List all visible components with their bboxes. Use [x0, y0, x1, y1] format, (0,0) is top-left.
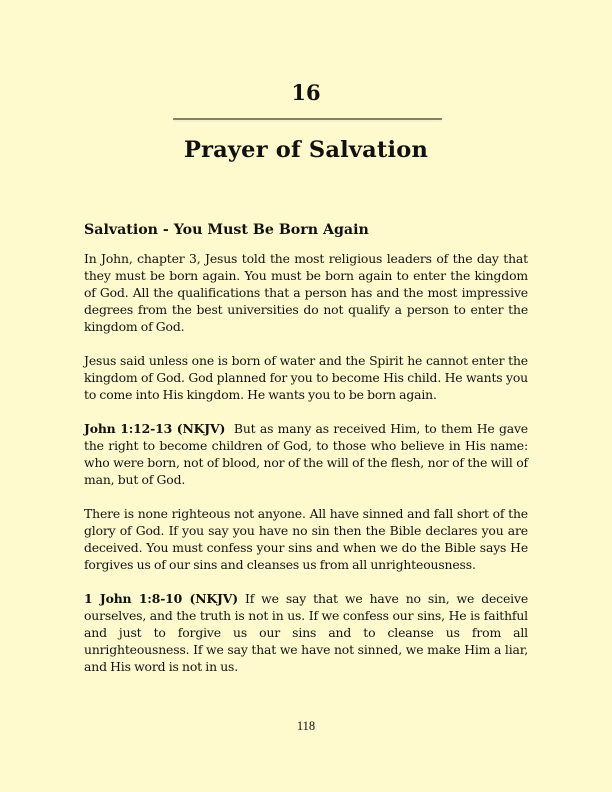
section-heading: Salvation - You Must Be Born Again	[84, 222, 369, 238]
scripture-reference: 1 John 1:8-10 (NKJV)	[84, 591, 238, 606]
scripture-1-john-1-8	[84, 590, 532, 675]
paragraph-born-again-intro	[84, 250, 528, 335]
scripture-john-1-12	[84, 420, 532, 488]
paragraph-text: There is none righteous not anyone. All have sinned and fall short of the glory of God. If you say you have no sin then the Bible declares you are deceived. You must confess your sins and when we do the Bible says He forgives us of our sins and cleanses us from all unrighteousness.	[84, 506, 528, 572]
scripture-text: But as many as received Him, to them He gave the right to become children of God, to those who believe in His name: who were born, not of blood, nor of the will of the flesh, nor of the will of man, but of God.	[84, 421, 532, 487]
paragraph-water-and-spirit	[84, 352, 528, 403]
paragraph-none-righteous	[84, 505, 528, 573]
scripture-text: If we say that we have no sin, we deceive ourselves, and the truth is not in us. If we confess our sins, He is faithful and just to forgive us our sins and to cleanse us from all unrighteousness. If we say that we have not sinned, we make Him a liar, and His word is not in us.	[84, 591, 532, 674]
page-number: 118	[296, 719, 316, 733]
scripture-reference: John 1:12-13 (NKJV)	[84, 421, 226, 436]
paragraph-text: Jesus said unless one is born of water and the Spirit he cannot enter the kingdom of God. God planned for you to become His child. He wants you to come into His kingdom. He wants you to be born again.	[84, 353, 528, 402]
chapter-divider-rule	[173, 118, 442, 122]
chapter-content	[84, 219, 532, 692]
chapter-number: 16	[291, 80, 321, 105]
paragraph-text: In John, chapter 3, Jesus told the most religious leaders of the day that they must be born again. You must be born again to enter the kingdom of God. All the qualifications that a person has and the most impressive degrees from the best universities do not qualify a person to enter the kingdom of God.	[84, 251, 528, 334]
chapter-title: Prayer of Salvation	[183, 137, 429, 163]
